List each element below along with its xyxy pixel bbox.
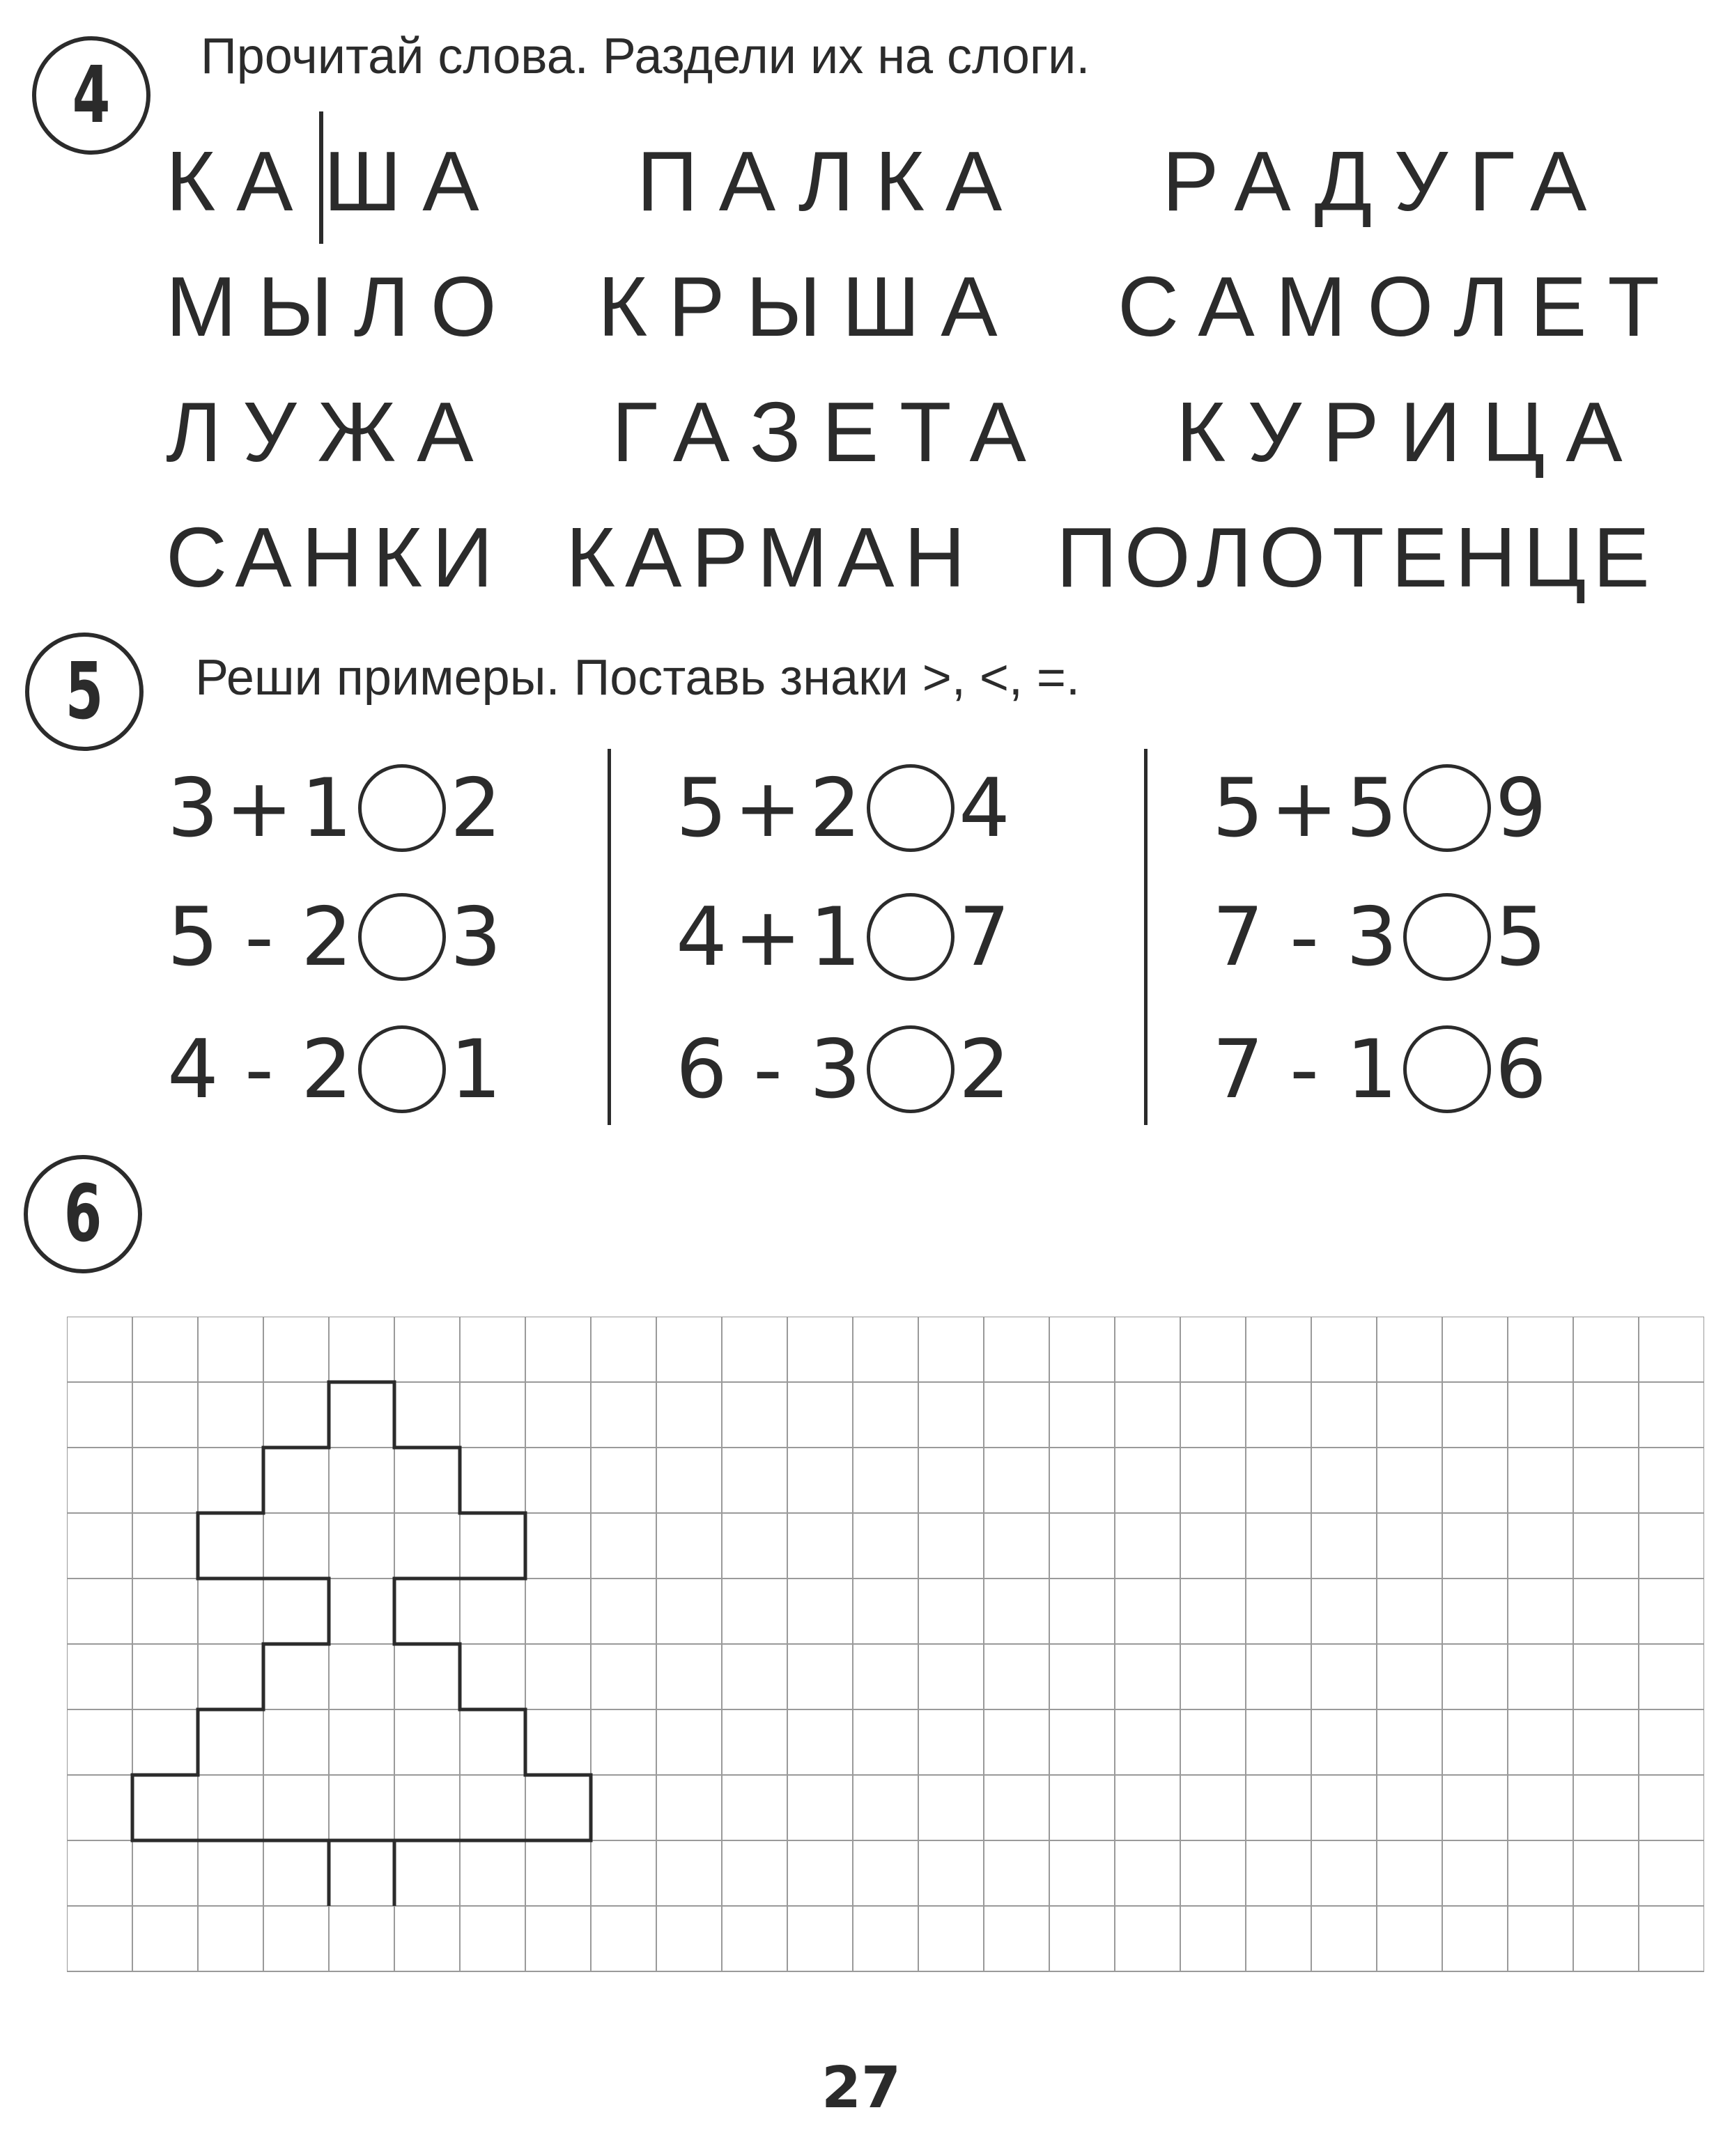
equation-row: 7 - 1 6	[1212, 1022, 1547, 1117]
comparison-circle[interactable]	[1403, 764, 1491, 852]
syllable: ША	[323, 134, 500, 228]
word: РАДУГА	[1162, 134, 1608, 228]
word: ЛУЖА	[166, 385, 495, 479]
comparison-circle[interactable]	[1403, 893, 1491, 981]
comparison-circle[interactable]	[1403, 1025, 1491, 1113]
task-4-instruction: Прочитай слова. Раздели их на слоги.	[201, 29, 1090, 84]
column-divider	[608, 749, 611, 1125]
graph-paper[interactable]	[67, 1317, 1704, 1988]
word: МЫЛО	[166, 259, 518, 354]
equation-row: 6 - 3 2	[676, 1022, 1010, 1117]
task-number-6: 6	[24, 1155, 142, 1273]
task-number-5: 5	[25, 633, 144, 751]
comparison-circle[interactable]	[867, 893, 955, 981]
word: ПАЛКА	[637, 134, 1023, 228]
word: КРЫША	[598, 259, 1019, 354]
word: КУРИЦА	[1176, 385, 1644, 479]
equation-row: 5 - 2 3	[167, 890, 502, 984]
equation-row: 5 + 5 9	[1212, 761, 1547, 855]
equation-row: 4 + 1 7	[676, 890, 1010, 984]
word: КАРМАН	[566, 510, 975, 605]
word: САНКИ	[166, 510, 503, 605]
equation-row: 4 - 2 1	[167, 1022, 502, 1117]
comparison-circle[interactable]	[358, 893, 446, 981]
task-number-4: 4	[32, 36, 150, 155]
equation-row: 7 - 3 5	[1212, 890, 1547, 984]
word-kasha	[166, 125, 500, 237]
word: САМОЛЕТ	[1118, 259, 1680, 354]
syllable-divider-mark	[319, 111, 323, 244]
equation-row: 3 + 1 2	[167, 761, 502, 855]
column-divider	[1144, 749, 1148, 1125]
graph-paper-svg	[67, 1317, 1704, 1985]
word: ПОЛОТЕНЦЕ	[1056, 510, 1657, 605]
comparison-circle[interactable]	[358, 764, 446, 852]
comparison-circle[interactable]	[358, 1025, 446, 1113]
task-5-instruction: Реши примеры. Поставь знаки >, <, =.	[195, 650, 1080, 706]
page-number: 27	[821, 2055, 902, 2121]
equation-row: 5 + 2 4	[676, 761, 1010, 855]
word: ГАЗЕТА	[612, 385, 1047, 479]
comparison-circle[interactable]	[867, 1025, 955, 1113]
syllable: КА	[166, 134, 314, 228]
comparison-circle[interactable]	[867, 764, 955, 852]
